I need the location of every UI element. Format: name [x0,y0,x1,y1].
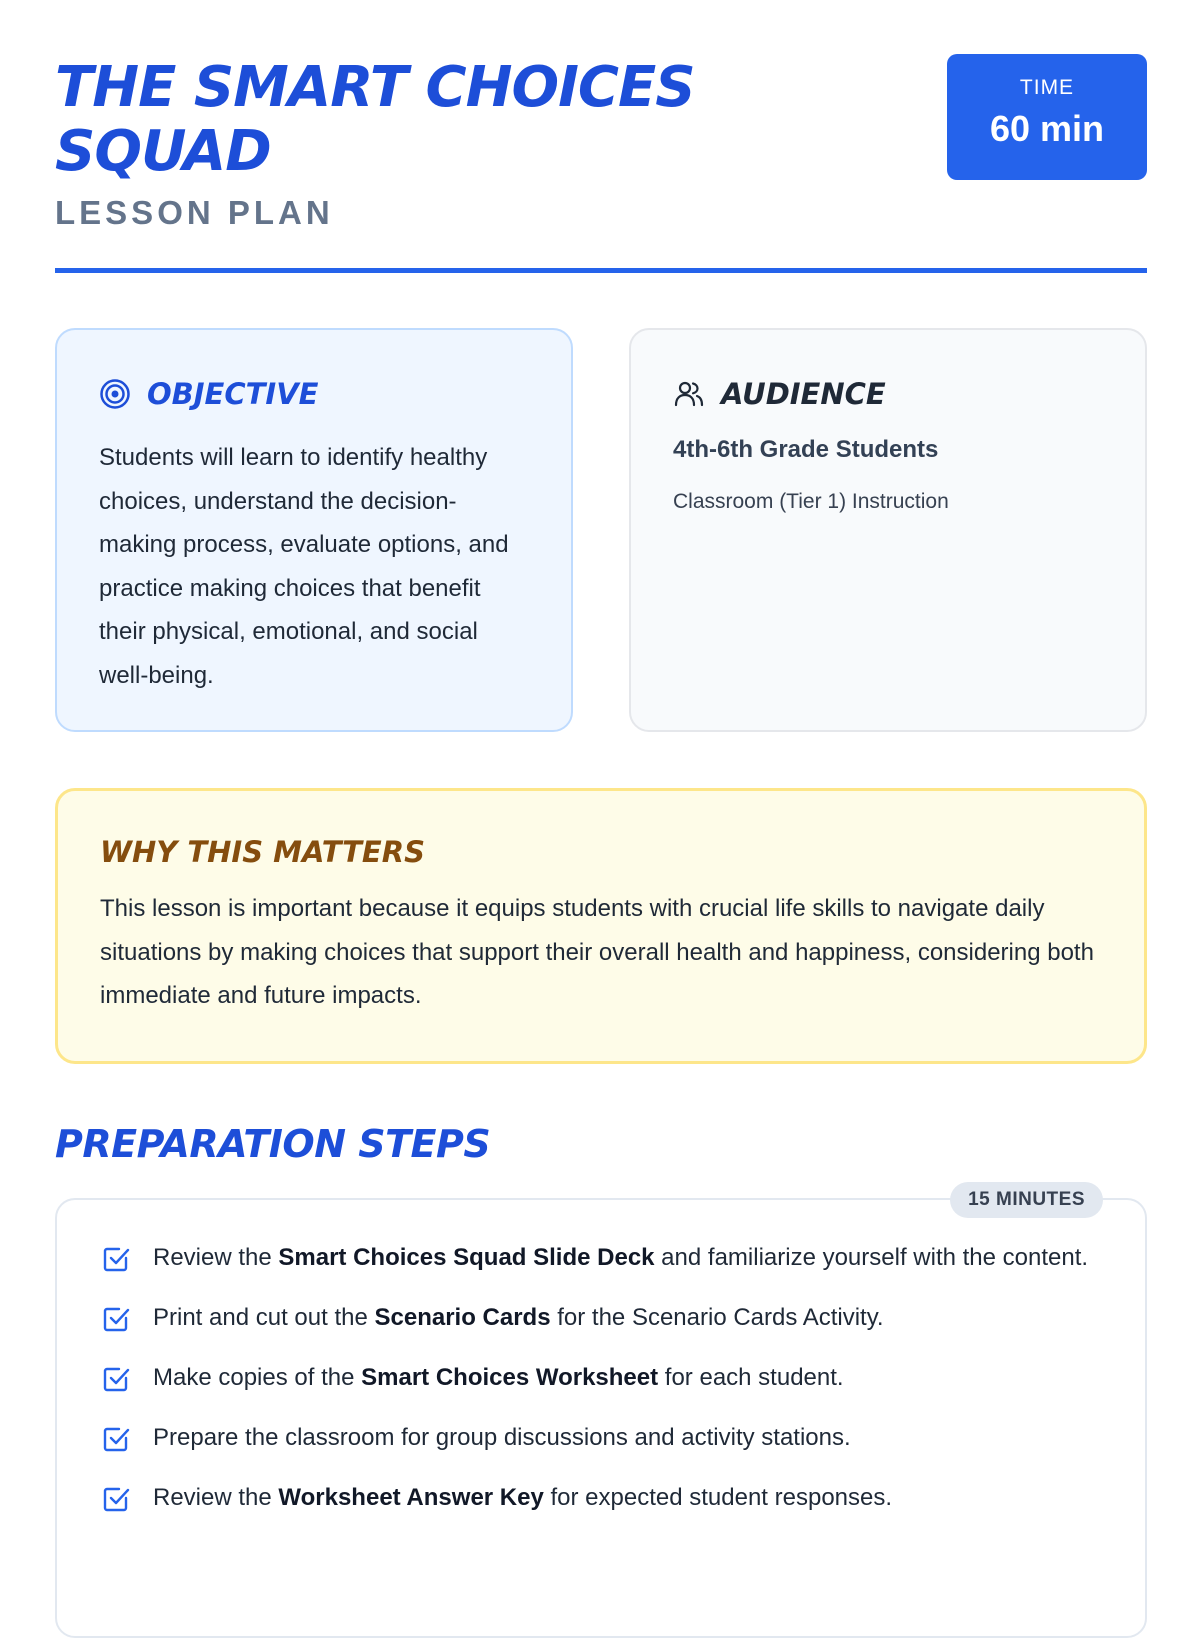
users-icon [673,378,705,410]
audience-card [629,328,1147,732]
audience-title: AUDIENCE [721,377,886,411]
objective-text: Students will learn to identify healthy choices, understand the decision-making process, evaluate options, and practice making choices that benefit their physical, emotional, and social well-being. [99,444,509,689]
page-title: THE SMART CHOICES SQUAD [55,55,695,184]
preparation-steps-list [99,1238,1103,1518]
objective-header [99,374,529,414]
preparation-title: PREPARATION STEPS [55,1122,491,1166]
step-text-start: Make copies of the [153,1364,362,1391]
preparation-step [99,1358,1103,1398]
lesson-plan-page [55,0,1147,1511]
step-text-end: for each student. [658,1364,844,1391]
time-badge [947,54,1147,180]
checkbox-checked-icon [99,1424,133,1454]
checkbox-checked-icon [99,1484,133,1514]
step-material-name: Worksheet Answer Key [278,1484,544,1511]
objective-title: OBJECTIVE [147,377,319,411]
page-subtitle: LESSON PLAN [55,194,334,231]
step-text-start: Prepare the classroom for group discussions and activity stations. [153,1424,851,1451]
preparation-step-text [153,1238,1088,1278]
step-text-start: Review the [153,1244,279,1271]
step-text-start: Print and cut out the [153,1304,375,1331]
info-cards [55,328,1147,732]
checkbox-checked-icon [99,1304,133,1334]
why-text: This lesson is important because it equips students with crucial life skills to navigate daily situations by making choices that support their overall health and happiness, considering both immediate and future impacts. [100,895,1094,1009]
step-text-end: and familiarize yourself with the content. [654,1244,1089,1271]
duration-badge: 15 MINUTES [950,1182,1103,1218]
why-title: WHY THIS MATTERS [100,835,425,869]
step-material-name: Scenario Cards [374,1304,551,1331]
checkbox-checked-icon [99,1244,133,1274]
target-icon [99,378,131,410]
preparation-step-text [153,1478,892,1518]
preparation-step [99,1298,1103,1338]
step-text-start: Review the [153,1484,279,1511]
preparation-step-text [153,1298,884,1338]
checkbox-checked-icon [99,1364,133,1394]
preparation-step [99,1478,1103,1518]
preparation-step-text [153,1358,844,1398]
step-text-end: for the Scenario Cards Activity. [550,1304,884,1331]
why-this-matters-box [55,788,1147,1064]
step-material-name: Smart Choices Squad Slide Deck [278,1244,655,1271]
audience-grade: 4th-6th Grade Students [673,436,939,463]
audience-setting: Classroom (Tier 1) Instruction [673,490,949,513]
step-text-end: for expected student responses. [543,1484,893,1511]
preparation-box [55,1189,1147,1638]
step-material-name: Smart Choices Worksheet [361,1364,659,1391]
time-label: TIME [1019,76,1075,99]
preparation-step-text [153,1418,851,1458]
time-value: 60 min [989,108,1105,149]
audience-header [673,374,1103,414]
objective-card [55,328,573,732]
header [55,0,1147,270]
preparation-step [99,1418,1103,1458]
header-divider [55,268,1147,273]
preparation-step [99,1238,1103,1278]
